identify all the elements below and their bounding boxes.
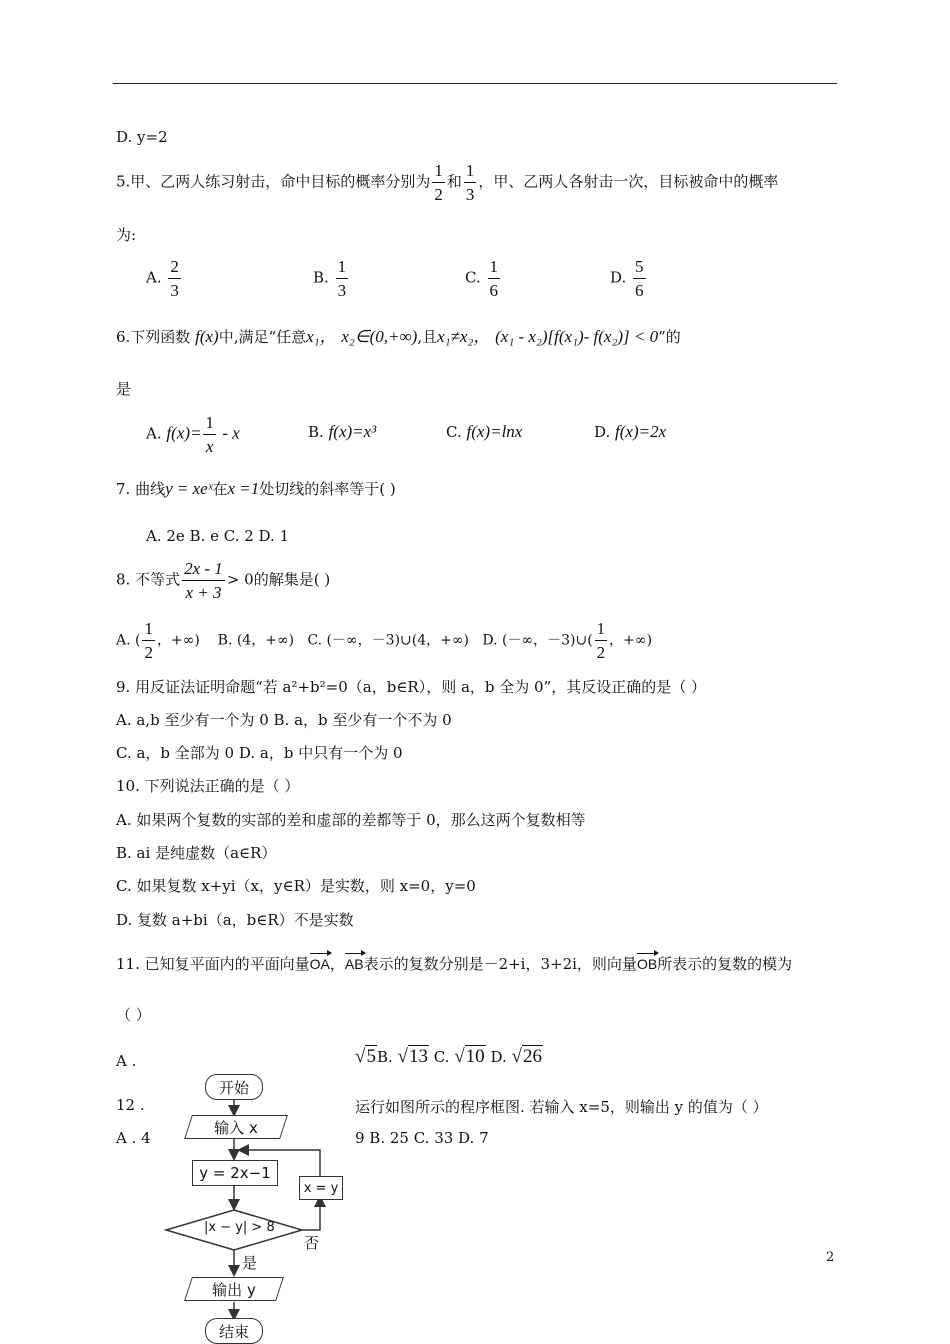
q9-options-line-2: C. a，b 全部为 0 D. a，b 中只有一个为 0 xyxy=(116,744,403,762)
question-7 xyxy=(116,478,396,499)
q11-options xyxy=(355,1046,543,1068)
q8-option-a-den: 2 xyxy=(144,643,153,662)
q5-option-d xyxy=(610,258,648,299)
q5-frac-2 xyxy=(464,162,477,203)
q5-option-d-label: D. xyxy=(610,268,627,287)
q5-option-c xyxy=(465,258,502,299)
q6-option-c-expr: f(x)=lnx xyxy=(466,422,523,441)
q6-inequality: (x₁ - x₂)[f(x₁)- f(x₂)] < 0 xyxy=(495,327,659,346)
q6-text-a: 6.下列函数 xyxy=(116,328,191,346)
q5-frac-1-den: 2 xyxy=(434,185,443,204)
q5-frac-1 xyxy=(432,162,445,203)
vector-ab: AB xyxy=(345,950,364,972)
flowchart-connectors xyxy=(160,1068,345,1344)
q9-stem: 9. 用反证法证明命题“若 a²+b²=0（a，b∈R），则 a，b 全为 0”，其反设正确的是（ ） xyxy=(116,678,707,696)
vector-oa: OA xyxy=(310,950,330,972)
q5-option-c-num: 1 xyxy=(488,258,501,279)
q5-option-b-label: B. xyxy=(313,268,329,287)
sqrt-10: √10 xyxy=(454,1046,485,1067)
q5-option-b-num: 1 xyxy=(336,258,349,279)
q6-option-d-label: D. xyxy=(594,423,611,441)
sqrt-5-radicand: 5 xyxy=(366,1046,376,1067)
q12-options: 9 B. 25 C. 33 D. 7 xyxy=(355,1129,489,1147)
q5-text-c: 为: xyxy=(116,226,137,244)
q6-option-c-label: C. xyxy=(446,423,462,441)
q8-option-d-post: ，+∞) xyxy=(609,632,653,649)
q8-option-b: B. (4，+∞) xyxy=(217,632,295,649)
q8-option-d-den: 2 xyxy=(596,643,606,662)
q5-option-a-den: 3 xyxy=(170,281,179,300)
q5-text-b: ，甲、乙两人各射击一次，目标被命中的概率 xyxy=(478,172,779,191)
q6-domain: x₂∈(0,+∞) xyxy=(341,327,418,346)
q6-option-a xyxy=(146,414,240,455)
q8-options xyxy=(116,620,652,661)
q11-text-b: 表示的复数分别是－2+i，3+2i，则向量 xyxy=(363,955,637,973)
q6-text-c: ,且 xyxy=(417,328,438,346)
q8-option-a-num: 1 xyxy=(142,620,155,641)
q12-number: 12 . xyxy=(116,1096,145,1114)
q6-option-b xyxy=(308,422,376,442)
q8-option-d-pre: D. (－∞，－3)∪( xyxy=(482,632,593,649)
flowchart-end: 结束 xyxy=(205,1318,263,1344)
flowchart-input: 输入 x xyxy=(188,1115,284,1139)
q7-text-c: 处切线的斜率等于( ) xyxy=(259,480,396,498)
q6-option-a-label: A. xyxy=(146,424,162,443)
q6-fx: f(x) xyxy=(195,327,219,346)
sqrt-13: √13 xyxy=(397,1046,428,1067)
page-number: 2 xyxy=(826,1250,835,1265)
q6-option-d xyxy=(594,422,666,442)
q8-option-a-post: ，+∞) xyxy=(156,632,200,649)
q5-option-d-den: 6 xyxy=(635,281,644,300)
q6-x1: x₁， xyxy=(306,327,337,346)
sqrt-13-radicand: 13 xyxy=(408,1046,428,1067)
flowchart-output: 输出 y xyxy=(188,1277,280,1301)
q6-option-a-pre: f(x)= xyxy=(166,423,202,443)
flowchart-assign: x = y xyxy=(299,1176,343,1200)
q11-label-b: B. xyxy=(376,1048,393,1066)
q6-neq: x₁≠x₂， xyxy=(437,327,491,346)
q6-option-c xyxy=(446,422,522,442)
q7-text-b: 在 xyxy=(212,480,228,498)
q5-option-b-den: 3 xyxy=(337,281,347,300)
q5-text: 5.甲、乙两人练习射击，命中目标的概率分别为 xyxy=(116,172,431,191)
question-6 xyxy=(116,322,681,347)
q10-option-b: B. ai 是纯虚数（a∈R） xyxy=(116,844,277,862)
q7-curve: y = xeˣ xyxy=(165,479,213,498)
q6-option-a-den: x xyxy=(205,437,214,456)
q6-option-d-expr: f(x)=2x xyxy=(615,422,667,441)
flowchart-process: y = 2x−1 xyxy=(192,1160,278,1186)
q5-option-b xyxy=(313,258,350,299)
vector-ob: OB xyxy=(637,950,657,972)
q5-option-a xyxy=(146,258,183,299)
question-8 xyxy=(116,560,330,601)
sqrt-5: √5 xyxy=(355,1046,376,1067)
q8-num: 2x - 1 xyxy=(182,560,225,581)
sqrt-26-radicand: 26 xyxy=(522,1046,542,1067)
header-rule xyxy=(113,83,837,84)
flowchart-start: 开始 xyxy=(205,1074,263,1100)
q6-option-a-num: 1 xyxy=(203,414,216,435)
flowchart-condition: |x − y| > 8 xyxy=(204,1220,275,1235)
q4-option-d: D. y=2 xyxy=(116,128,168,146)
flowchart-label-yes: 是 xyxy=(242,1254,258,1272)
q11-label-d: D. xyxy=(490,1048,507,1066)
q7-point: x =1 xyxy=(227,479,260,498)
sqrt-26: √26 xyxy=(511,1046,542,1067)
q11-paren: （ ） xyxy=(116,1006,151,1024)
q6-text-b: 中,满足“任意 xyxy=(218,328,307,346)
q10-option-c: C. 如果复数 x+yi（x，y∈R）是实数，则 x=0，y=0 xyxy=(116,877,476,895)
q8-text-a: 8. 不等式 xyxy=(116,570,181,589)
q7-text-a: 7. 曲线 xyxy=(116,480,166,498)
q5-option-d-num: 5 xyxy=(633,258,646,279)
q5-frac-2-num: 1 xyxy=(464,162,477,183)
q5-and: 和 xyxy=(446,172,462,191)
q11-label-c: C. xyxy=(433,1048,450,1066)
q5-frac-1-num: 1 xyxy=(432,162,445,183)
q8-option-c: C. (－∞，－3)∪(4，+∞) xyxy=(307,632,469,649)
q12-stem: 运行如图所示的程序框图. 若输入 x=5，则输出 y 的值为（ ） xyxy=(355,1098,768,1116)
q6-option-b-expr: f(x)=x³ xyxy=(328,422,377,441)
q11-sep: ， xyxy=(329,955,345,973)
q11-text-c: 所表示的复数的模为 xyxy=(657,955,793,973)
flowchart-label-no: 否 xyxy=(304,1234,320,1252)
sqrt-10-radicand: 10 xyxy=(465,1046,485,1067)
q6-text-e: 是 xyxy=(116,380,132,398)
q10-option-a: A. 如果两个复数的实部的差和虚部的差都等于 0，那么这两个复数相等 xyxy=(116,811,586,829)
q10-option-d: D. 复数 a+bi（a，b∈R）不是实数 xyxy=(116,911,354,929)
q5-option-a-num: 2 xyxy=(168,258,181,279)
q8-den: x + 3 xyxy=(185,583,222,602)
q11-option-a: A . xyxy=(116,1052,137,1070)
q11-text-a: 11. 已知复平面内的平面向量 xyxy=(116,955,310,973)
question-5 xyxy=(116,162,778,203)
q6-text-d: ”的 xyxy=(658,328,681,346)
q5-option-c-label: C. xyxy=(465,268,481,287)
flowchart xyxy=(160,1068,345,1344)
q5-option-a-label: A. xyxy=(146,268,162,287)
q5-frac-2-den: 3 xyxy=(465,185,475,204)
q5-option-c-den: 6 xyxy=(489,281,498,300)
q6-option-a-post: - x xyxy=(217,423,240,443)
q8-option-d-num: 1 xyxy=(595,620,608,641)
q8-option-a-pre: A. ( xyxy=(116,632,141,649)
question-11 xyxy=(116,950,792,974)
q8-text-b: > 0的解集是( ) xyxy=(226,570,331,589)
q7-options: A. 2e B. e C. 2 D. 1 xyxy=(146,527,290,545)
q10-stem: 10. 下列说法正确的是（ ） xyxy=(116,777,300,795)
q6-option-b-label: B. xyxy=(308,423,324,441)
q9-options-line-1: A. a,b 至少有一个为 0 B. a，b 至少有一个不为 0 xyxy=(116,711,452,729)
q12-option-a: A . 4 xyxy=(116,1129,151,1147)
